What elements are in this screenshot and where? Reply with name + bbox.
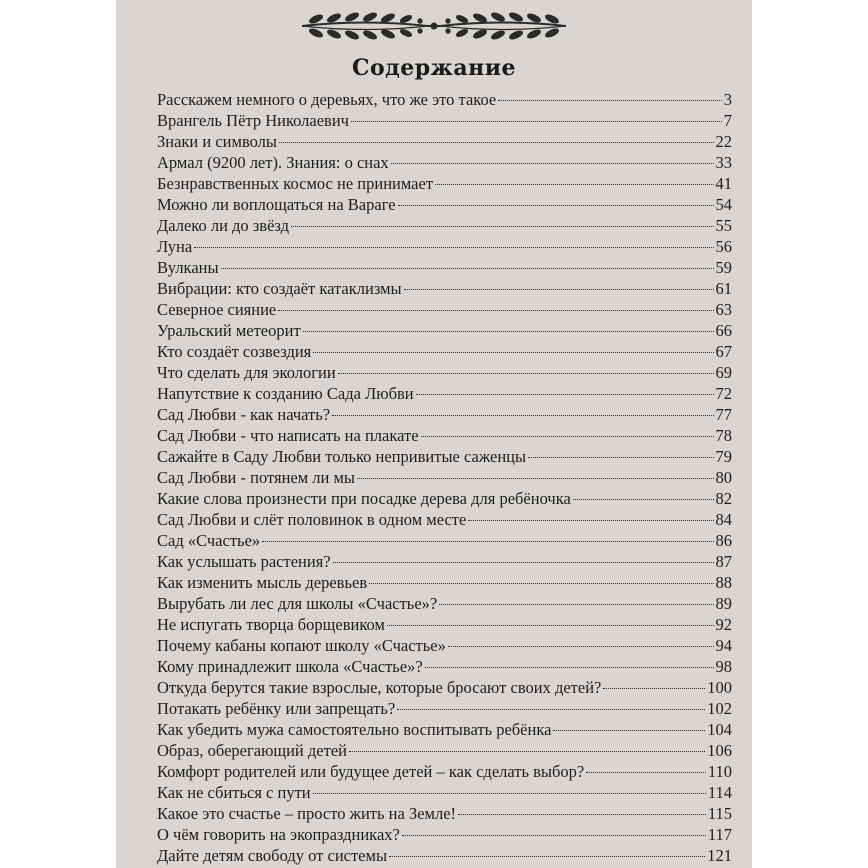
toc-dot-leader [349,751,705,752]
toc-entry[interactable] [157,530,732,551]
toc-entry[interactable] [157,593,732,614]
toc-entry-page: 88 [715,573,732,592]
toc-dot-leader [416,394,714,395]
toc-entry[interactable] [157,446,732,467]
toc-entry-title: Северное сияние [157,300,277,319]
toc-entry-page: 61 [715,279,732,298]
toc-entry-title: Сад Любви и слёт половинок в одном месте [157,510,467,529]
toc-entry-title: Безнравственных космос не принимает [157,174,434,193]
toc-dot-leader [553,730,705,731]
toc-dot-leader [528,457,713,458]
toc-entry[interactable] [157,467,732,488]
toc-dot-leader [439,604,713,605]
laurel-branches-icon [116,6,752,46]
toc-dot-leader [303,331,714,332]
toc-entry[interactable] [157,635,732,656]
book-page [116,0,752,868]
toc-entry-title: Потакать ребёнку или запрещать? [157,699,396,718]
toc-entry[interactable] [157,677,732,698]
toc-entry-title: Не испугать творца борщевиком [157,615,385,634]
toc-entry-title: О чём говорить на экопраздниках? [157,825,400,844]
toc-entry-title: Какое это счастье – просто жить на Земле! [157,804,457,823]
toc-entry[interactable] [157,803,732,824]
toc-entry-title: Сад Любви - потянем ли мы [157,468,356,487]
toc-entry[interactable] [157,404,732,425]
toc-entry[interactable] [157,551,732,572]
toc-dot-leader [291,226,713,227]
toc-dot-leader [221,268,714,269]
toc-entry-page: 69 [715,363,732,382]
toc-entry[interactable] [157,152,732,173]
toc-entry[interactable] [157,719,732,740]
toc-dot-leader [279,142,714,143]
toc-entry-title: Знаки и символы [157,132,277,151]
toc-entry-title: Вибрации: кто создаёт катаклизмы [157,279,402,298]
toc-entry-title: Как не сбиться с пути [157,783,311,802]
toc-dot-leader [357,478,713,479]
toc-entry-page: 102 [707,699,732,718]
toc-dot-leader [369,583,713,584]
toc-entry-page: 94 [715,636,732,655]
toc-entry-page: 98 [715,657,732,676]
toc-entry-title: Кому принадлежит школа «Счастье»? [157,657,423,676]
toc-entry-title: Дайте детям свободу от системы [157,846,388,865]
toc-entry-title: Почему кабаны копают школу «Счастье» [157,636,446,655]
toc-entry[interactable] [157,194,732,215]
toc-entry-page: 55 [715,216,732,235]
toc-entry-title: Какие слова произнести при посадке дерева для ребёночка [157,489,571,508]
toc-entry-page: 41 [715,174,732,193]
table-of-contents [157,89,732,866]
toc-dot-leader [468,520,713,521]
toc-dot-leader [313,793,706,794]
toc-dot-leader [435,184,713,185]
toc-dot-leader [391,163,714,164]
toc-entry-page: 67 [715,342,732,361]
toc-entry-title: Что сделать для экологии [157,363,336,382]
toc-entry-page: 106 [707,741,732,760]
toc-entry-title: Врангель Пётр Николаевич [157,111,349,130]
toc-entry-page: 121 [707,846,732,865]
toc-entry[interactable] [157,740,732,761]
toc-dot-leader [404,289,714,290]
toc-entry-page: 78 [715,426,732,445]
toc-entry[interactable] [157,362,732,383]
toc-entry-title: Расскажем немного о деревьях, что же это такое [157,90,497,109]
toc-entry-page: 7 [723,111,732,130]
toc-dot-leader [448,646,714,647]
toc-entry-title: Армал (9200 лет). Знания: о снах [157,153,389,172]
toc-entry-title: Кто создаёт созвездия [157,342,312,361]
toc-entry-page: 3 [723,90,732,109]
toc-dot-leader [313,352,713,353]
toc-entry-title: Вырубать ли лес для школы «Счастье»? [157,594,438,613]
toc-entry-title: Вулканы [157,258,219,277]
toc-entry-page: 77 [715,405,732,424]
toc-entry-title: Сад Любви - как начать? [157,405,331,424]
toc-entry-page: 59 [715,258,732,277]
toc-dot-leader [262,541,713,542]
toc-dot-leader [278,310,713,311]
toc-entry-page: 100 [707,678,732,697]
toc-entry-title: Далеко ли до звёзд [157,216,290,235]
toc-entry-page: 114 [707,783,732,802]
toc-entry[interactable] [157,215,732,236]
toc-entry-page: 80 [715,468,732,487]
toc-entry-page: 115 [707,804,732,823]
toc-dot-leader [387,625,714,626]
toc-dot-leader [397,709,705,710]
toc-entry-page: 63 [715,300,732,319]
toc-entry[interactable] [157,824,732,845]
toc-entry[interactable] [157,572,732,593]
toc-dot-leader [603,688,705,689]
toc-dot-leader [402,835,706,836]
toc-entry-title: Как услышать растения? [157,552,331,571]
toc-entry[interactable] [157,782,732,803]
toc-dot-leader [425,667,714,668]
toc-entry-title: Как изменить мысль деревьев [157,573,368,592]
toc-entry-page: 82 [715,489,732,508]
toc-entry-title: Уральский метеорит [157,321,301,340]
toc-entry-title: Откуда берутся такие взрослые, которые бросают своих детей? [157,678,602,697]
toc-dot-leader [398,205,714,206]
toc-entry[interactable] [157,614,732,635]
toc-dot-leader [389,856,705,857]
toc-entry[interactable] [157,278,732,299]
toc-dot-leader [421,436,714,437]
toc-entry[interactable] [157,698,732,719]
toc-entry-title: Сад «Счастье» [157,531,261,550]
toc-entry-page: 56 [715,237,732,256]
toc-entry[interactable] [157,89,732,110]
toc-entry[interactable] [157,425,732,446]
toc-dot-leader [573,499,714,500]
toc-entry-title: Комфорт родителей или будущее детей – как сделать выбор? [157,762,585,781]
toc-entry[interactable] [157,845,732,866]
toc-entry-title: Луна [157,237,193,256]
toc-entry[interactable] [157,656,732,677]
toc-entry[interactable] [157,488,732,509]
page-title: Содержание [351,55,517,81]
toc-entry-page: 33 [715,153,732,172]
toc-entry[interactable] [157,383,732,404]
toc-entry-page: 110 [707,762,732,781]
toc-dot-leader [458,814,706,815]
toc-dot-leader [338,373,714,374]
toc-entry[interactable] [157,509,732,530]
toc-entry-title: Образ, оберегающий детей [157,741,347,760]
toc-entry-page: 22 [715,132,732,151]
toc-dot-leader [586,772,706,773]
toc-entry[interactable] [157,761,732,782]
toc-entry[interactable] [157,131,732,152]
toc-entry-page: 104 [707,720,732,739]
toc-entry[interactable] [157,257,732,278]
toc-entry[interactable] [157,173,732,194]
toc-entry[interactable] [157,299,732,320]
toc-entry[interactable] [157,110,732,131]
toc-entry-page: 79 [715,447,732,466]
toc-entry-page: 54 [715,195,732,214]
toc-entry-page: 117 [707,825,732,844]
toc-entry-page: 92 [715,615,732,634]
toc-entry-title: Сажайте в Саду Любви только непривитые саженцы [157,447,527,466]
toc-dot-leader [194,247,713,248]
toc-entry-page: 87 [715,552,732,571]
toc-entry[interactable] [157,341,732,362]
toc-entry-page: 89 [715,594,732,613]
toc-entry-page: 72 [715,384,732,403]
toc-dot-leader [333,562,714,563]
toc-entry[interactable] [157,236,732,257]
toc-entry-title: Напутствие к созданию Сада Любви [157,384,414,403]
toc-entry-page: 86 [715,531,732,550]
toc-entry-title: Можно ли воплощаться на Вараге [157,195,396,214]
toc-dot-leader [351,121,722,122]
toc-entry-title: Сад Любви - что написать на плакате [157,426,419,445]
toc-dot-leader [498,100,722,101]
toc-entry[interactable] [157,320,732,341]
toc-entry-page: 84 [715,510,732,529]
toc-entry-title: Как убедить мужа самостоятельно воспитывать ребёнка [157,720,552,739]
toc-entry-page: 66 [715,321,732,340]
toc-dot-leader [332,415,713,416]
